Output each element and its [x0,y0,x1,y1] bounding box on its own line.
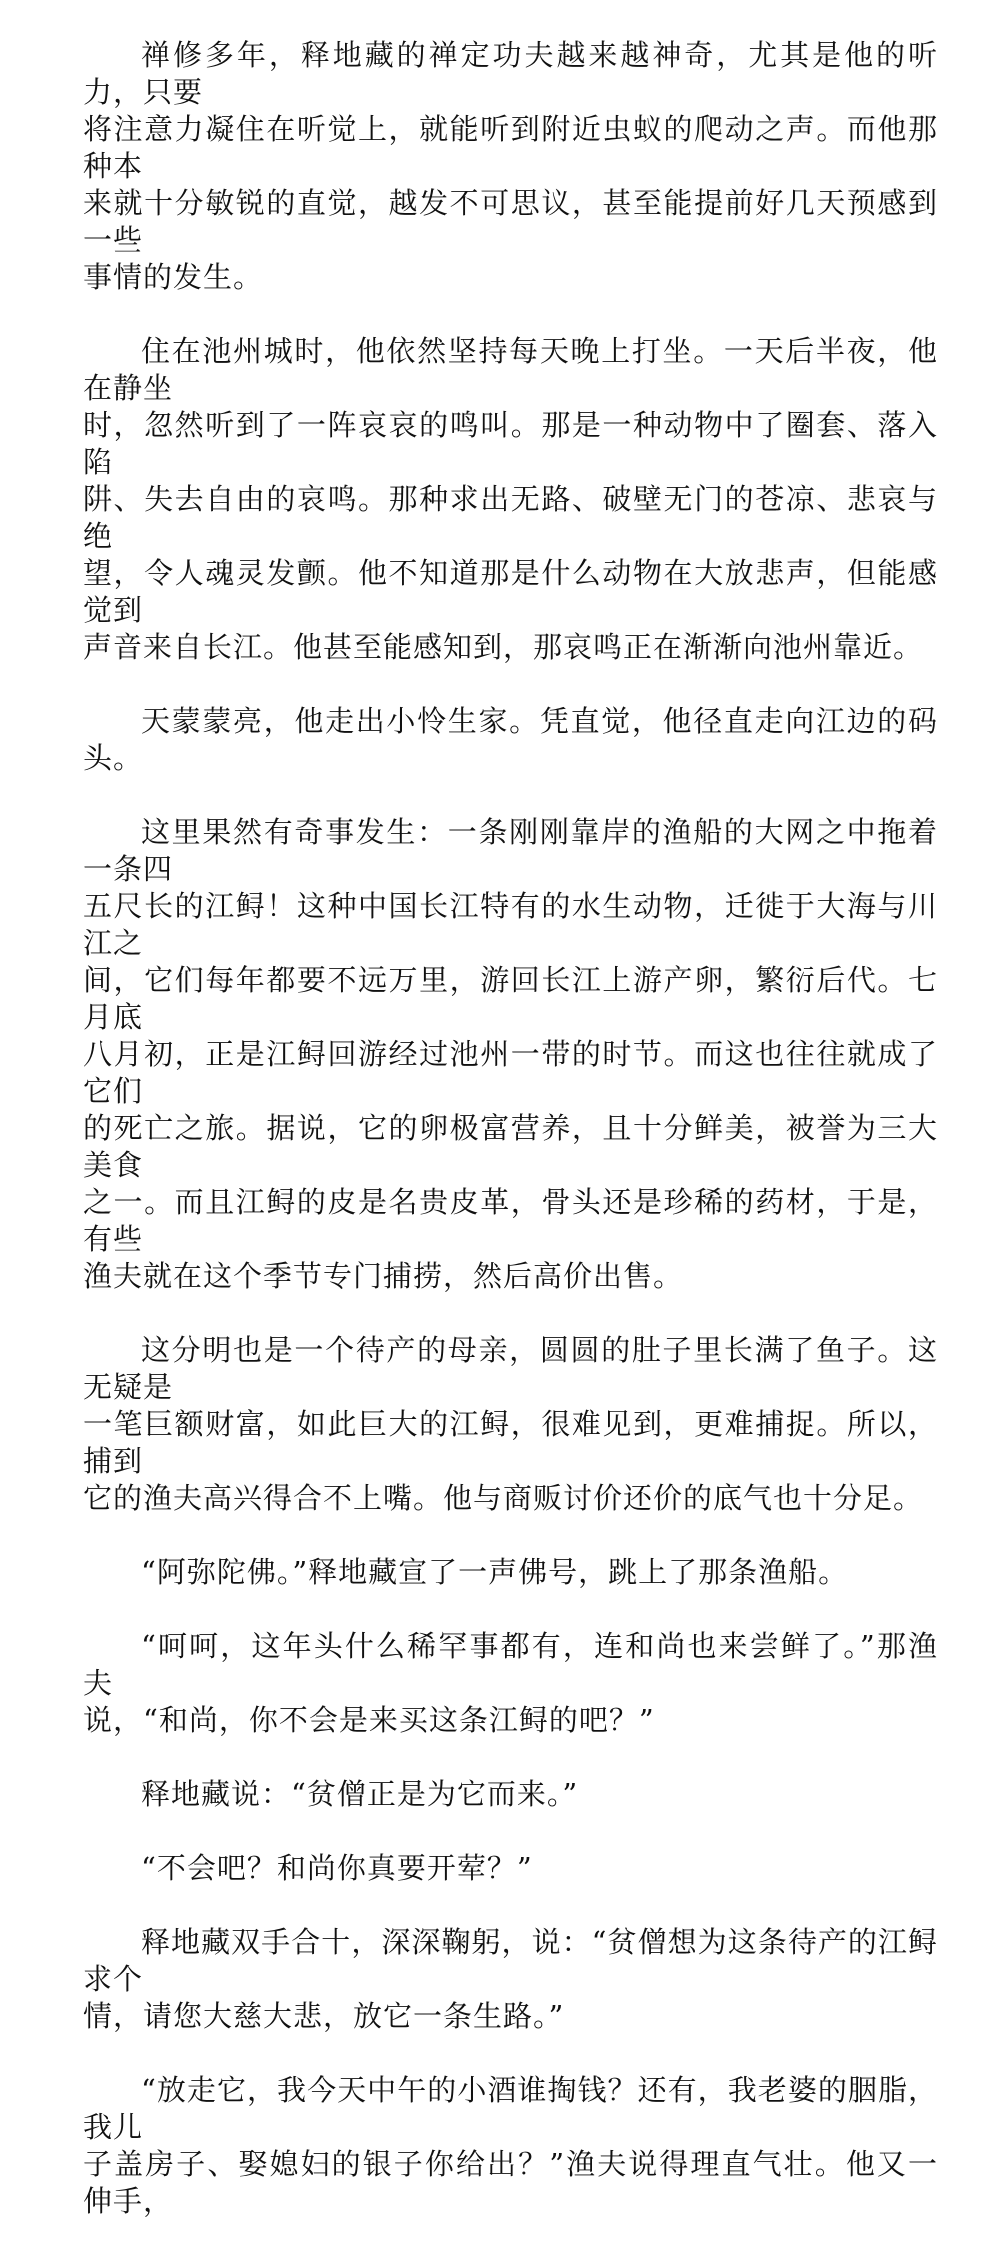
paragraph-11: “放走它，我今天中午的小酒谁掏钱？还有，我老婆的胭脂，我儿 子盖房子、娶媳妇的银子你给出？”渔夫说得理直气壮。他又一伸手， [83,2073,938,2218]
paragraph-9: “不会吧？和尚你真要开荤？” [141,1851,533,1885]
paragraph-6: “阿弥陀佛。”释地藏宣了一声佛号，跳上了那条渔船。 [141,1555,849,1589]
paragraph-10: 释地藏双手合十，深深鞠躬，说：“贫僧想为这条待产的江鲟求个 情，请您大慈大悲，放它一条生路。” [83,1925,938,2033]
paragraph-4: 这里果然有奇事发生：一条刚刚靠岸的渔船的大网之中拖着一条四 五尺长的江鲟！这种中国长江特有的水生动物，迁徙于大海与川江之 间，它们每年都要不远万里，游回长江上游产卵，繁衍后代。七月底 八月初，正是江鲟回游经过池州一带的时节。而这也往往就成了它们 的死亡之旅。据说，它的卵极富营养，且十分鲜美，被誉为三大美食 之一。而且江鲟的皮是名贵皮革，骨头还是珍稀的药材，于是，有些 渔夫就在这个季节专门捕捞，然后高价出售。 [83,815,938,1293]
paragraph-3: 天蒙蒙亮，他走出小怜生家。凭直觉，他径直走向江边的码头。 [83,704,938,775]
paragraph-5: 这分明也是一个待产的母亲，圆圆的肚子里长满了鱼子。这无疑是 一笔巨额财富，如此巨大的江鲟，很难见到，更难捕捉。所以，捕到 它的渔夫高兴得合不上嘴。他与商贩讨价还价的底气也十分足。 [83,1333,938,1515]
paragraph-8: 释地藏说：“贫僧正是为它而来。” [141,1777,579,1811]
paragraph-1: 禅修多年，释地藏的禅定功夫越来越神奇，尤其是他的听力，只要 将注意力凝住在听觉上，就能听到附近虫蚁的爬动之声。而他那种本 来就十分敏锐的直觉，越发不可思议，甚至能提前好几天预感到一些 事情的发生。 [83,38,938,294]
paragraph-7: “呵呵，这年头什么稀罕事都有，连和尚也来尝鲜了。”那渔夫 说，“和尚，你不会是来买这条江鲟的吧？” [83,1629,938,1737]
article-body [83,0,938,2257]
paragraph-2: 住在池州城时，他依然坚持每天晚上打坐。一天后半夜，他在静坐 时，忽然听到了一阵哀哀的鸣叫。那是一种动物中了圈套、落入陷 阱、失去自由的哀鸣。那种求出无路、破壁无门的苍凉、悲哀与绝 望，令人魂灵发颤。他不知道那是什么动物在大放悲声，但能感觉到 声音来自长江。他甚至能感知到，那哀鸣正在渐渐向池州靠近。 [83,334,938,664]
